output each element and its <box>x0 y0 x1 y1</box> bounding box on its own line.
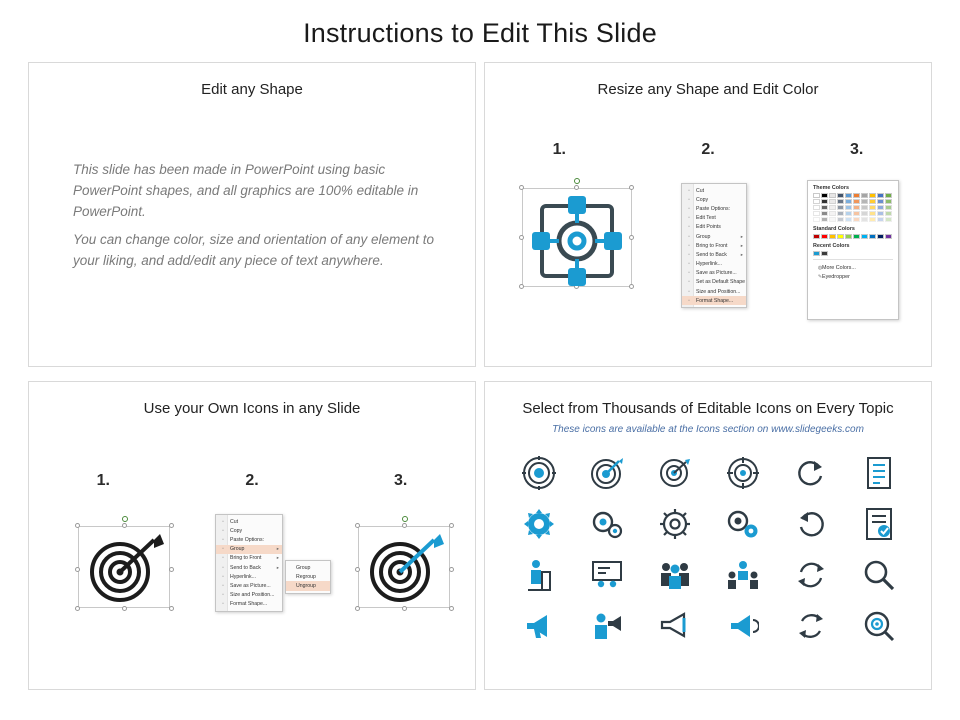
gear-outline-icon[interactable] <box>659 508 691 540</box>
color-swatch[interactable] <box>813 217 820 222</box>
bring-front-icon: ▫ <box>688 242 690 249</box>
target-search-icon[interactable] <box>863 610 895 642</box>
format-shape-icon: ▫ <box>222 601 224 608</box>
own-icons-number-3: 3. <box>394 472 408 489</box>
context-menu-item[interactable] <box>682 278 746 287</box>
color-swatch[interactable] <box>829 234 836 239</box>
color-swatch[interactable] <box>877 205 884 210</box>
color-swatch[interactable] <box>821 205 828 210</box>
target-crosshair-icon[interactable] <box>726 456 760 490</box>
color-swatch[interactable] <box>845 205 852 210</box>
context-menu-item[interactable] <box>216 526 282 535</box>
edit-text-icon: ▫ <box>688 215 690 222</box>
color-swatch[interactable] <box>885 199 892 204</box>
color-swatch[interactable] <box>861 234 868 239</box>
dart-target-figure-2[interactable] <box>354 514 454 612</box>
gears-duo-icon[interactable] <box>590 508 624 540</box>
context-menu-item-label: Set as Default Shape <box>696 279 746 286</box>
color-swatch[interactable] <box>829 199 836 204</box>
color-swatch[interactable] <box>813 193 820 198</box>
context-menu-item-label: Format Shape... <box>696 297 734 304</box>
context-menu-item[interactable] <box>682 232 746 241</box>
group-people-icon[interactable] <box>658 560 692 590</box>
context-menu-item-label: Cut <box>696 187 705 194</box>
format-shape-icon: ▫ <box>688 297 690 304</box>
color-swatch[interactable] <box>877 193 884 198</box>
panel-subtitle-select-icons: These icons are available at the Icons section on www.slidegeeks.com <box>552 424 864 435</box>
person-podium-icon[interactable] <box>524 558 554 592</box>
context-menu-item-label: Size and Position... <box>230 592 275 599</box>
color-swatch[interactable] <box>821 193 828 198</box>
edit-points-icon: ▫ <box>688 224 690 231</box>
scissors-icon: ▫ <box>688 187 690 194</box>
context-submenu-group[interactable] <box>285 560 331 594</box>
hyperlink-icon: ▫ <box>688 261 690 268</box>
gear-solid-icon[interactable] <box>523 508 555 540</box>
theme-color-swatches[interactable] <box>813 193 893 222</box>
color-swatch[interactable] <box>853 234 860 239</box>
context-menu-item[interactable] <box>682 269 746 278</box>
chevron-right-icon: ▸ <box>740 233 743 239</box>
resize-shape-numbers <box>485 141 931 159</box>
context-menu-item[interactable] <box>216 563 282 572</box>
own-icons-numbers <box>29 472 475 490</box>
context-menu-item-label: Hyperlink... <box>230 573 256 580</box>
recent-color-swatches[interactable] <box>813 251 893 256</box>
edit-shape-paragraph-1: This slide has been made in PowerPoint using basic PowerPoint shapes, and all graphics are 100% editable in PowerPoint. <box>73 162 419 219</box>
target-arrow-icon[interactable] <box>590 456 624 490</box>
color-swatch[interactable] <box>837 205 844 210</box>
color-swatch[interactable] <box>813 211 820 216</box>
context-menu-item[interactable] <box>216 600 282 609</box>
context-menu-own-icons[interactable] <box>215 514 283 612</box>
scissors-icon: ▫ <box>222 518 224 525</box>
color-swatch[interactable] <box>885 193 892 198</box>
color-swatch[interactable] <box>813 199 820 204</box>
color-swatch[interactable] <box>853 217 860 222</box>
resize-number-3: 3. <box>850 141 864 158</box>
color-swatch[interactable] <box>877 211 884 216</box>
panel-edit-any-shape <box>28 62 476 367</box>
color-swatch[interactable] <box>861 217 868 222</box>
context-menu-item-label: Save as Picture... <box>696 270 737 277</box>
context-menu-item-label: Hyperlink... <box>696 261 722 268</box>
context-menu-item[interactable] <box>216 572 282 581</box>
panel-select-editable-icons <box>484 381 932 690</box>
panel-use-own-icons <box>28 381 476 690</box>
group-icon: ▫ <box>222 546 224 553</box>
color-swatch[interactable] <box>845 211 852 216</box>
theme-swatch-row-shade[interactable] <box>813 217 893 222</box>
selected-shape-figure[interactable] <box>518 178 636 293</box>
color-swatch[interactable] <box>845 234 852 239</box>
context-menu-item-label: Copy <box>696 196 709 203</box>
theme-swatch-row-shade[interactable] <box>813 205 893 210</box>
context-submenu-item[interactable]: Regroup <box>296 573 316 580</box>
context-menu-item[interactable] <box>682 186 746 195</box>
context-menu-item[interactable] <box>682 223 746 232</box>
standard-colors-label: Standard Colors <box>813 226 855 232</box>
presentation-people-icon[interactable] <box>590 559 624 591</box>
color-swatch[interactable] <box>861 205 868 210</box>
color-swatch[interactable] <box>861 211 868 216</box>
bring-front-icon: ▫ <box>222 555 224 562</box>
context-menu-item-label: Edit Text <box>696 215 716 222</box>
color-swatch[interactable] <box>829 211 836 216</box>
context-menu-item-label: Bring to Front <box>696 242 728 249</box>
color-swatch[interactable] <box>837 199 844 204</box>
person-megaphone-icon[interactable] <box>591 611 623 641</box>
theme-colors-label: Theme Colors <box>813 185 849 191</box>
color-swatch[interactable] <box>829 205 836 210</box>
context-menu-item[interactable] <box>682 214 746 223</box>
paste-icon: ▫ <box>222 536 224 543</box>
color-swatch[interactable] <box>853 199 860 204</box>
paste-icon: ▫ <box>688 205 690 212</box>
color-swatch[interactable] <box>813 205 820 210</box>
checklist-icon[interactable] <box>864 507 894 541</box>
color-swatch[interactable] <box>837 217 844 222</box>
target-shape-graphic <box>518 178 636 293</box>
panel-resize-shape-edit-color <box>484 62 932 367</box>
context-menu-item[interactable] <box>216 591 282 600</box>
size-position-icon: ▫ <box>688 288 690 295</box>
target-arrow-alt-icon[interactable] <box>658 456 692 490</box>
color-swatch[interactable] <box>845 199 852 204</box>
context-menu-item-label: Format Shape... <box>230 601 268 608</box>
color-swatch[interactable] <box>869 217 876 222</box>
more-colors-item[interactable] <box>813 263 893 272</box>
own-icons-number-1: 1. <box>96 472 110 489</box>
chevron-right-icon: ▸ <box>276 555 279 561</box>
eyedropper-item[interactable] <box>813 272 893 281</box>
save-picture-icon: ▫ <box>222 582 224 589</box>
color-swatch[interactable] <box>869 211 876 216</box>
color-swatch[interactable] <box>885 211 892 216</box>
context-menu-item-label: Edit Points <box>696 224 721 231</box>
group-icon: ▫ <box>688 233 690 240</box>
context-menu-item[interactable] <box>682 204 746 213</box>
gears-settings-icon[interactable] <box>726 508 760 540</box>
cycle-arrows-icon[interactable] <box>796 611 826 641</box>
more-colors-label: More Colors... <box>822 264 856 271</box>
megaphone-icon[interactable] <box>523 611 555 641</box>
context-menu-item-label: Group <box>696 233 711 240</box>
copy-icon: ▫ <box>222 527 224 534</box>
theme-swatch-row-shade[interactable] <box>813 199 893 204</box>
color-swatch[interactable] <box>845 217 852 222</box>
refresh-cw-icon[interactable] <box>796 458 826 488</box>
theme-swatch-row[interactable] <box>813 193 893 198</box>
color-swatch[interactable] <box>885 217 892 222</box>
eyedropper-label: Eyedropper <box>822 273 850 280</box>
color-swatch[interactable] <box>877 217 884 222</box>
color-swatch[interactable] <box>829 217 836 222</box>
context-submenu-item[interactable]: Group <box>296 564 311 571</box>
chevron-right-icon: ▸ <box>276 564 279 570</box>
panel-title-select-icons: Select from Thousands of Editable Icons on Every Topic <box>522 400 894 417</box>
copy-icon: ▫ <box>688 196 690 203</box>
megaphone-announce-icon[interactable] <box>727 611 759 641</box>
context-menu-item-label: Group <box>230 546 245 553</box>
color-swatch[interactable] <box>853 193 860 198</box>
context-menu-item-label: Size and Position... <box>696 288 741 295</box>
context-menu-item-label: Send to Back <box>230 564 261 571</box>
context-menu-item[interactable] <box>216 517 282 526</box>
dart-target-figure-1[interactable] <box>74 514 174 612</box>
context-menu-item-label: Save as Picture... <box>230 582 271 589</box>
color-swatch[interactable] <box>821 234 828 239</box>
context-menu-item[interactable] <box>682 260 746 269</box>
color-swatch[interactable] <box>877 234 884 239</box>
color-swatch[interactable] <box>869 234 876 239</box>
context-menu-item[interactable] <box>682 287 746 296</box>
page-title: Instructions to Edit This Slide <box>303 18 657 48</box>
send-back-icon: ▫ <box>688 251 690 258</box>
color-swatch[interactable] <box>861 199 868 204</box>
edit-shape-paragraph-2: You can change color, size and orientation of any element to your liking, and add/edit any piece of text anywhere. <box>73 232 434 268</box>
color-swatch[interactable] <box>837 211 844 216</box>
panel-title-resize-shape: Resize any Shape and Edit Color <box>597 81 819 98</box>
picker-divider <box>813 259 893 260</box>
sync-arrows-icon[interactable] <box>796 560 826 590</box>
color-swatch[interactable] <box>861 193 868 198</box>
palette-icon: ◍ <box>817 264 823 271</box>
magnifier-icon[interactable] <box>863 559 895 591</box>
chevron-right-icon: ▸ <box>740 251 743 257</box>
context-menu-resize[interactable] <box>681 183 747 308</box>
icon-grid <box>505 447 913 651</box>
resize-number-2: 2. <box>701 141 715 158</box>
context-menu-item[interactable] <box>682 250 746 259</box>
save-picture-icon: ▫ <box>688 270 690 277</box>
resize-number-1: 1. <box>552 141 566 158</box>
context-menu-item[interactable] <box>216 554 282 563</box>
megaphone-alt-icon[interactable] <box>659 611 691 641</box>
color-swatch[interactable] <box>885 205 892 210</box>
own-icons-number-2: 2. <box>245 472 259 489</box>
context-menu-item[interactable] <box>682 195 746 204</box>
dartboard-graphic-colored <box>354 514 454 612</box>
size-position-icon: ▫ <box>222 592 224 599</box>
context-menu-item[interactable] <box>216 545 282 554</box>
context-menu-item[interactable] <box>682 241 746 250</box>
context-menu-item[interactable] <box>216 535 282 544</box>
hyperlink-icon: ▫ <box>222 573 224 580</box>
context-menu-item-label: Copy <box>230 527 243 534</box>
chevron-right-icon: ▸ <box>276 546 279 552</box>
recent-colors-label: Recent Colors <box>813 243 850 249</box>
color-swatch[interactable] <box>837 234 844 239</box>
color-swatch[interactable] <box>853 205 860 210</box>
send-back-icon: ▫ <box>222 564 224 571</box>
context-submenu-item[interactable]: Ungroup <box>286 581 330 590</box>
chevron-right-icon: ▸ <box>740 242 743 248</box>
context-menu-item[interactable] <box>216 581 282 590</box>
theme-swatch-row-shade[interactable] <box>813 211 893 216</box>
document-list-icon[interactable] <box>864 456 894 490</box>
color-swatch[interactable] <box>877 199 884 204</box>
context-menu-item-label: Paste Options: <box>230 536 265 543</box>
color-picker-panel[interactable] <box>807 180 899 320</box>
context-menu-item[interactable] <box>682 296 746 305</box>
color-swatch[interactable] <box>829 193 836 198</box>
panel-title-own-icons: Use your Own Icons in any Slide <box>143 400 361 417</box>
standard-color-swatches[interactable] <box>813 234 893 239</box>
color-swatch[interactable] <box>821 251 828 256</box>
color-swatch[interactable] <box>845 193 852 198</box>
color-swatch[interactable] <box>869 205 876 210</box>
context-menu-item-label: Paste Options: <box>696 205 731 212</box>
team-meeting-icon[interactable] <box>726 559 760 591</box>
color-swatch[interactable] <box>853 211 860 216</box>
refresh-ccw-icon[interactable] <box>796 509 826 539</box>
default-shape-icon: ▫ <box>688 279 690 286</box>
panel-title-edit-shape: Edit any Shape <box>201 81 303 98</box>
target-circles-icon[interactable] <box>522 456 556 490</box>
color-swatch[interactable] <box>869 199 876 204</box>
eyedropper-icon: ✎ <box>817 273 823 280</box>
color-swatch[interactable] <box>821 199 828 204</box>
color-swatch[interactable] <box>813 234 820 239</box>
color-swatch[interactable] <box>813 251 820 256</box>
color-swatch[interactable] <box>885 234 892 239</box>
dartboard-graphic <box>74 514 174 612</box>
color-swatch[interactable] <box>821 211 828 216</box>
color-swatch[interactable] <box>837 193 844 198</box>
context-menu-item-label: Send to Back <box>696 251 727 258</box>
color-swatch[interactable] <box>869 193 876 198</box>
context-menu-item-label: Cut <box>230 518 239 525</box>
color-swatch[interactable] <box>821 217 828 222</box>
context-menu-item-label: Bring to Front <box>230 555 262 562</box>
